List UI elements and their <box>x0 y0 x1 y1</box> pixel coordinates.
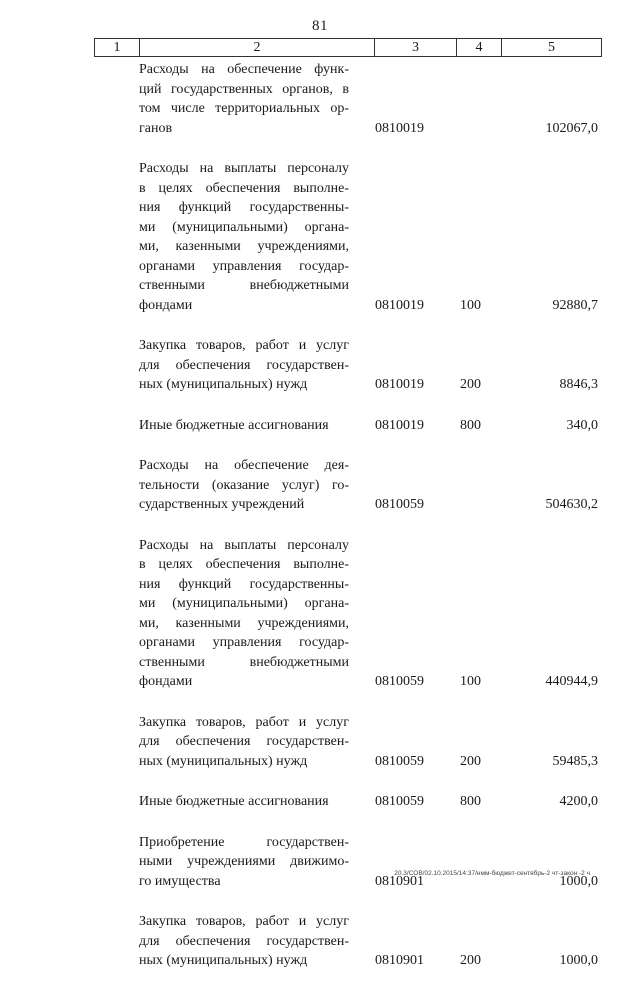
description-line: сударственных учреждений <box>139 497 305 512</box>
description-line: ганов <box>139 120 173 136</box>
table-row <box>0 336 640 395</box>
row-code: 0810059 <box>375 753 424 769</box>
description-line: ственными внебюджетными <box>139 654 349 670</box>
column-header-5: 5 <box>502 39 602 57</box>
row-code: 0810019 <box>375 120 424 136</box>
row-description <box>139 713 349 772</box>
description-line: Расходы на выплаты персоналу <box>139 537 349 553</box>
row-expense-type: 200 <box>460 753 481 769</box>
description-line: ми, казенными учреждениями, <box>139 239 349 254</box>
column-header-1: 1 <box>95 39 140 57</box>
description-line: ми (муниципальными) органа- <box>139 596 349 611</box>
row-amount: 92880,7 <box>552 297 598 313</box>
row-code: 0810019 <box>375 297 424 313</box>
row-amount: 340,0 <box>566 417 598 433</box>
row-amount: 1000,0 <box>559 873 598 889</box>
description-line: фондами <box>139 297 193 313</box>
table-row <box>0 833 640 892</box>
description-line: для обеспечения государствен- <box>139 734 349 749</box>
description-line: ций государственных органов, в <box>139 81 349 97</box>
row-expense-type: 200 <box>460 953 481 968</box>
description-line: ми (муниципальными) органа- <box>139 219 349 235</box>
description-line: Расходы на выплаты персоналу <box>139 161 349 176</box>
row-description <box>139 60 349 138</box>
description-line: фондами <box>139 674 193 689</box>
row-code: 0810019 <box>375 417 424 433</box>
description-line: Закупка товаров, работ и услуг <box>139 714 349 730</box>
column-header-row <box>95 39 602 57</box>
description-line: том числе территориальных ор- <box>139 101 349 116</box>
table-row <box>0 792 640 812</box>
description-line: ственными внебюджетными <box>139 278 349 293</box>
row-amount: 8846,3 <box>559 377 598 392</box>
description-line: Расходы на обеспечение дея- <box>139 458 349 473</box>
description-line: для обеспечения государствен- <box>139 933 349 949</box>
table-row <box>0 60 640 138</box>
table-row <box>0 713 640 772</box>
row-description <box>139 416 349 436</box>
row-code: 0810059 <box>375 497 424 512</box>
row-amount: 102067,0 <box>545 120 598 136</box>
description-line: в целях обеспечения выполне- <box>139 557 349 572</box>
budget-rows <box>0 60 640 992</box>
description-line: тельности (оказание услуг) го- <box>139 477 349 493</box>
footer-file-reference: 20.3/СОВ/02.10.2015/14:37/нмм-бюджет-сентябрь-2 чт-закон -2 ч <box>394 870 590 877</box>
column-header-3: 3 <box>375 39 457 57</box>
row-code: 0810059 <box>375 794 424 809</box>
row-amount: 59485,3 <box>552 753 598 769</box>
description-line: в целях обеспечения выполне- <box>139 180 349 196</box>
row-expense-type: 800 <box>460 417 481 433</box>
table-row <box>0 536 640 692</box>
row-expense-type: 800 <box>460 794 481 809</box>
row-description <box>139 336 349 395</box>
table-row <box>0 456 640 515</box>
column-header-table <box>94 38 602 57</box>
column-header-4: 4 <box>457 39 502 57</box>
row-amount: 1000,0 <box>559 953 598 968</box>
page-number: 81 <box>312 18 328 34</box>
table-row <box>0 912 640 971</box>
description-line: органами управления государ- <box>139 258 349 274</box>
description-line: Приобретение государствен- <box>139 834 349 850</box>
description-line: Закупка товаров, работ и услуг <box>139 338 349 353</box>
description-line: ния функций государственны- <box>139 200 349 215</box>
row-expense-type: 100 <box>460 297 481 313</box>
description-line: Иные бюджетные ассигнования <box>139 417 329 433</box>
row-expense-type: 200 <box>460 377 481 392</box>
description-line: ных (муниципальных) нужд <box>139 953 308 968</box>
row-description <box>139 536 349 692</box>
description-line: Иные бюджетные ассигнования <box>139 794 329 809</box>
description-line: для обеспечения государствен- <box>139 357 349 373</box>
row-amount: 440944,9 <box>545 674 598 689</box>
description-line: ния функций государственны- <box>139 576 349 592</box>
description-line: органами управления государ- <box>139 635 349 650</box>
description-line: ными учреждениями движимо- <box>139 854 349 869</box>
row-description <box>139 792 349 812</box>
row-description <box>139 159 349 315</box>
row-description <box>139 456 349 515</box>
table-row <box>0 416 640 436</box>
row-code: 0810059 <box>375 674 424 689</box>
row-amount: 504630,2 <box>545 497 598 512</box>
row-description <box>139 833 349 892</box>
row-code: 0810901 <box>375 953 424 968</box>
description-line: ных (муниципальных) нужд <box>139 753 308 769</box>
description-line: го имущества <box>139 873 221 889</box>
row-code: 0810019 <box>375 377 424 392</box>
description-line: Расходы на обеспечение функ- <box>139 62 349 77</box>
row-expense-type: 100 <box>460 674 481 689</box>
row-amount: 4200,0 <box>559 794 598 809</box>
description-line: ных (муниципальных) нужд <box>139 377 308 392</box>
row-description <box>139 912 349 971</box>
row-code: 0810901 <box>375 873 424 889</box>
description-line: ми, казенными учреждениями, <box>139 615 349 631</box>
table-row <box>0 159 640 315</box>
column-header-2: 2 <box>140 39 375 57</box>
description-line: Закупка товаров, работ и услуг <box>139 914 349 929</box>
